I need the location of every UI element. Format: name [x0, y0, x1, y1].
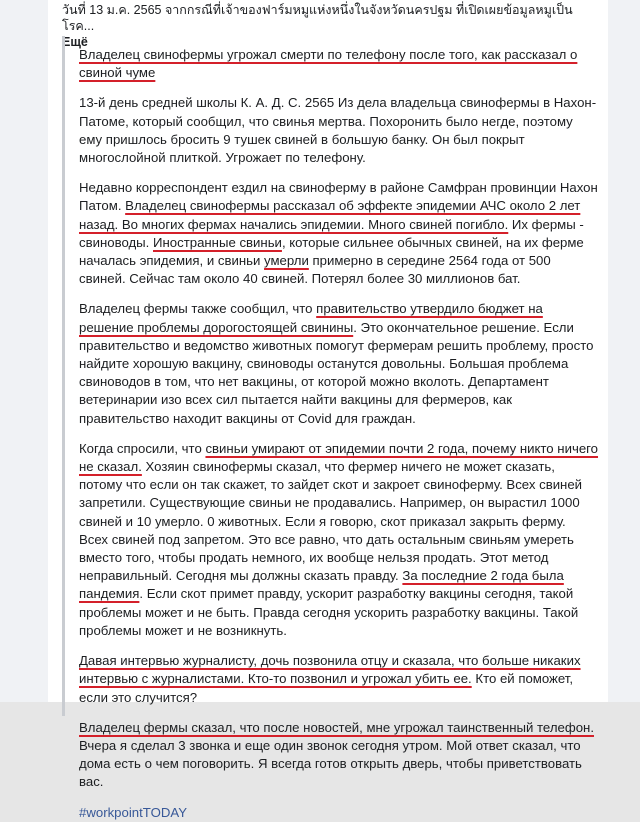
- highlighted-text: Владелец фермы сказал, что после новостей, мне угрожал таинственный телефон.: [79, 719, 594, 735]
- highlighted-text: Иностранные свиньи: [153, 234, 282, 250]
- paragraph-text: . Если скот примет правду, ускорит разработку вакцины сегодня, такой проблемы может и не быть. Правда сегодня ускорить разработку вакцины. Такой проблемы может и не возникнуть.: [79, 586, 579, 638]
- paragraph-intro: [79, 94, 598, 167]
- paragraph-interview: [79, 652, 598, 707]
- highlighted-text: Владелец свинофермы угрожал смерти по телефону после того, как рассказал о свиной чуме: [79, 47, 578, 81]
- page-background-right: [608, 0, 640, 702]
- paragraph-text: Хозяин свинофермы сказал, что фермер ничего не может сказать, потому что если он так скажет, то зайдет скот и закроет свиноферму. Всех свиней запретили. Существующие свиньи не продавались. Например, он вырастил 1000 свиней и 10 умерло. 0 животных. Если я говорю, скот приказал закрыть ферму. Всех свиней под запретом. Это все равно, что дать остальным свиньям умереть вместо того, чтобы продать немного, их вообще нельзя продать. Этот метод неправильный. Сегодня мы должны сказать правду.: [79, 459, 583, 584]
- paragraph-text: Вчера я сделал 3 звонка и еще один звонок сегодня утром. Мой ответ сказал, что дома есть о чем поговорить. Я всегда готов открыть дверь, чтобы приветствовать вас.: [79, 737, 582, 790]
- highlighted-text: Владелец свинофермы рассказал об эффекте эпидемии АЧС около 2 лет назад. Во многих фермах начались эпидемии. Много свиней погибло.: [79, 198, 581, 232]
- hashtag-link[interactable]: #workpointTODAY: [79, 804, 187, 820]
- paragraph-text: Недавно корреспондент ездил на свиноферму в районе Самфран провинции Нахон Патом.: [79, 180, 598, 214]
- paragraph-silence: [79, 440, 598, 640]
- paragraph-text: Когда спросили, что: [79, 440, 206, 456]
- highlighted-text: умерли: [264, 253, 309, 269]
- paragraph-headline: [79, 46, 598, 82]
- highlighted-text: свиньи умирают от эпидемии почти 2 года, почему никто ничего не сказал.: [79, 440, 599, 475]
- paragraph-threat: [79, 719, 598, 792]
- highlighted-text: За последние 2 года была пандемия: [79, 568, 564, 602]
- paragraph-text: . Это окончательное решение. Если правительство и ведомство животных помогут фермерам решить проблему, просто найдите хорошую вакцину, свиноводы останутся довольны. Большая проблема свиноводов в том, что нет вакцины, от которой можно вколоть. Департамент ветеринарии изо всех сил пытается найти вакцины для фермеров, как правительство находит вакцины от Covid для граждан.: [79, 319, 594, 426]
- post-card: [48, 0, 608, 820]
- paragraph-text: Владелец фермы также сообщил, что: [79, 301, 317, 317]
- paragraph-text: примерно в середине 2564 года от 500 свиней. Сейчас там около 40 свиней. Потерял более 30 миллионов бат.: [79, 253, 551, 287]
- highlighted-text: правительство утвердило бюджет на решение проблемы дорогостоящей свинины: [79, 301, 543, 335]
- post-thai-text: วันที่ 13 ม.ค. 2565 จากกรณีที่เจ้าของฟาร์มหมูแห่งหนึ่งในจังหวัดนครปฐม ที่เปิดเผยข้อมูลหมูเป็นโรค...: [62, 3, 573, 33]
- highlighted-text: Давая интервью журналисту, дочь позвонила отцу и сказала, что больше никаких интервью с журналистами. Кто-то позвонил и угрожал убить ее.: [79, 653, 581, 687]
- page-background-left: [0, 0, 48, 702]
- quoted-article: [62, 36, 599, 820]
- paragraph-text: Их фермы - свиноводы.: [79, 216, 584, 250]
- see-more-link[interactable]: Ещё: [62, 35, 88, 49]
- paragraph-text: Кто ей поможет, если это случится?: [79, 671, 574, 705]
- paragraph-farm-visit: [79, 179, 598, 288]
- paragraph-budget: [79, 300, 598, 427]
- paragraph-text: 13-й день средней школы К. А. Д. С. 2565 Из дела владельца свинофермы в Нахон-Патоме, который сообщил, что свинья мертва. Похоронить было негде, поэтому ему пришлось бросить 9 тушек свиней в большую банку. Он был покрыт многослойной плиткой. Угрожает по телефону.: [79, 95, 597, 166]
- paragraph-text: , которые сильнее обычных свиней, на их ферме началась эпидемия, и свиньи: [79, 234, 584, 269]
